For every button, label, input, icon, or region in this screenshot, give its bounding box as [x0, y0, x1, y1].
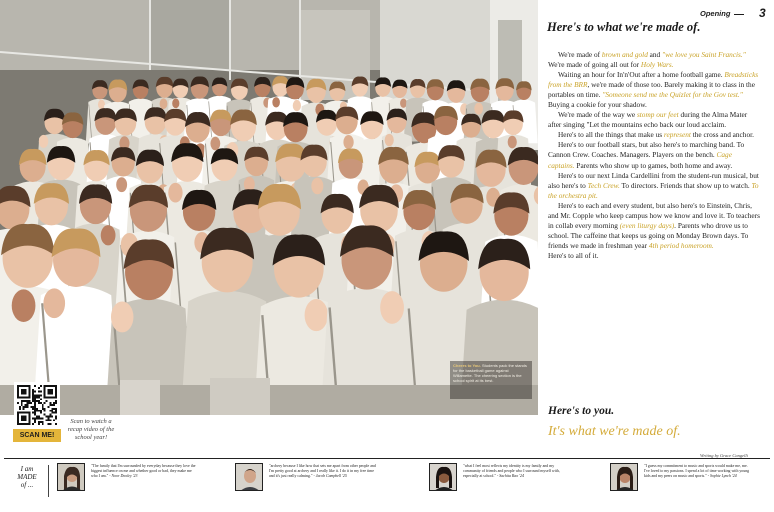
gold-phrase: (even liturgy days)	[619, 220, 675, 230]
qr-module	[34, 421, 36, 423]
qr-module	[38, 402, 40, 404]
qr-module	[21, 400, 23, 402]
qr-module	[32, 408, 34, 410]
caption-text: Students pack the stands for the basketball game against Willamette. The cheering section is the school spirit at its best.	[453, 363, 527, 383]
paragraph	[548, 171, 760, 201]
qr-module	[27, 404, 29, 406]
strip-divider	[4, 458, 770, 459]
gold-phrase: Cage captains.	[548, 150, 732, 170]
quote-author: - Jacob Campbell '25	[313, 474, 347, 478]
gold-phrase: To the orchestra pit.	[548, 180, 759, 200]
crowd-shape	[172, 98, 179, 108]
crowd-shape	[305, 299, 328, 331]
qr-module	[34, 395, 36, 397]
qr-module	[40, 410, 42, 412]
qr-module	[36, 396, 38, 398]
text-run: Here's to our football stars, but also here's to marching band. To Cannon Crew. Coaches. Managers. Players on the bench.	[548, 140, 745, 160]
qr-module	[25, 406, 27, 408]
qr-module	[42, 423, 44, 425]
qr-module	[34, 402, 36, 404]
qr-module	[32, 417, 34, 419]
crowd-shape	[168, 183, 182, 203]
section-header	[700, 9, 748, 18]
qr-module	[55, 412, 57, 414]
paragraph	[548, 251, 760, 261]
qr-module	[47, 406, 49, 408]
qr-module	[47, 389, 53, 395]
gold-phrase: stomp our feet	[636, 110, 679, 120]
gold-phrase: "we love you Saint Francis."	[662, 50, 746, 59]
paragraph	[548, 70, 760, 110]
paragraph	[548, 201, 760, 251]
qr-module	[38, 400, 40, 402]
qr-module	[36, 417, 38, 419]
closing-line-1: Here's to you.	[548, 405, 615, 417]
qr-module	[34, 385, 36, 387]
qr-module	[49, 423, 51, 425]
label-line: MADE	[17, 473, 37, 481]
student-portrait	[57, 463, 85, 491]
qr-module	[47, 415, 49, 417]
text-run: Buying a cookie for your shadow.	[548, 100, 647, 110]
qr-module	[40, 398, 42, 400]
qr-module	[32, 412, 34, 414]
qr-module	[46, 400, 48, 402]
label-separator	[48, 465, 49, 497]
qr-module	[49, 414, 51, 416]
quote-body: "what I feel most reflects my identity is my family and my community of friends and people who I surround myself with, especially at school."	[463, 464, 560, 478]
crowd-shape	[116, 177, 127, 192]
qr-module	[47, 417, 49, 419]
byline: Writing by Grace Cangelli	[700, 453, 748, 458]
qr-module	[53, 412, 55, 414]
crowd-shape	[98, 100, 105, 110]
qr-module	[32, 389, 34, 391]
qr-module	[55, 415, 57, 417]
text-run: during the Alma Mater after singing "Let the mountains echo back our loud acclaim.	[548, 110, 748, 130]
i-am-made-of-label	[12, 465, 42, 489]
body-copy	[548, 50, 760, 261]
qr-module	[38, 395, 40, 397]
qr-module	[38, 410, 40, 412]
qr-module	[51, 410, 53, 412]
qr-module	[46, 419, 48, 421]
paragraph	[548, 130, 760, 140]
qr-module	[38, 387, 40, 389]
section-label: Opening	[700, 9, 731, 18]
qr-module	[34, 414, 36, 416]
paragraph	[548, 50, 760, 70]
text-run: We're made of the way we	[558, 110, 637, 120]
gold-phrase: represent	[663, 130, 691, 140]
text-run: To directors. Friends that show up to watch.	[619, 180, 752, 190]
qr-module	[34, 404, 36, 406]
crowd-shape	[508, 136, 517, 149]
qr-module	[44, 408, 46, 410]
qr-module	[42, 417, 44, 419]
qr-module	[34, 419, 36, 421]
qr-module	[28, 402, 30, 404]
crowd-shape	[293, 100, 301, 111]
qr-module	[32, 398, 34, 400]
qr-module	[19, 408, 21, 410]
text-run: Here's to all the things that make us	[558, 130, 664, 140]
page-title: Here's to what we're made of.	[547, 20, 701, 34]
quote-text	[463, 464, 571, 479]
qr-module	[21, 402, 23, 404]
quote-body: "archery because I like how that sets me apart from other people and I'm pretty good at archery and I really like it. I do it in my free time and it's just really calming."	[269, 464, 376, 478]
qr-module	[49, 402, 51, 404]
qr-module	[32, 400, 34, 402]
caption-lead: Cheers to You.	[453, 363, 481, 368]
text-run: . Parents who drove us to school. The caffeine that keeps us going on Monday Brown days. To friends we made in freshman year	[548, 220, 749, 250]
gold-phrase: Tech Crew.	[587, 180, 620, 190]
quote-text	[269, 464, 377, 479]
qr-code[interactable]	[14, 382, 60, 428]
qr-module	[55, 410, 57, 412]
crowd-shape	[311, 178, 323, 195]
text-run: and	[647, 50, 663, 59]
qr-module	[42, 404, 44, 406]
qr-module	[40, 395, 42, 397]
qr-module	[17, 402, 19, 404]
crowd-shape	[474, 103, 483, 115]
qr-module	[51, 404, 53, 406]
qr-module	[49, 404, 51, 406]
qr-module	[42, 408, 44, 410]
qr-module	[32, 391, 34, 393]
gold-phrase: "Someone send me the Quizlet for the Gov test."	[602, 90, 743, 100]
crowd-shape	[111, 301, 133, 332]
qr-module	[25, 400, 27, 402]
qr-module	[38, 421, 40, 423]
qr-module	[38, 396, 40, 398]
qr-module	[40, 412, 42, 414]
label-line: I am	[20, 465, 34, 473]
crowd-shape	[120, 380, 160, 415]
qr-module	[53, 419, 55, 421]
qr-module	[34, 391, 36, 393]
qr-module	[36, 395, 38, 397]
text-run: Here's to each and every student, but also here's to Einstein, Chris, and Mr. Copple who keep campus how we know and love it. To teachers in collab every morning	[548, 200, 760, 230]
qr-module	[42, 421, 44, 423]
qr-module	[38, 417, 40, 419]
qr-module	[23, 400, 25, 402]
qr-module	[34, 408, 36, 410]
qr-module	[53, 402, 55, 404]
gold-phrase: brown and gold	[601, 50, 648, 59]
header-rule	[734, 14, 744, 15]
qr-module	[27, 400, 29, 402]
qr-module	[23, 408, 25, 410]
quote-body: "I guess my commitment to music and sports would make me, me. I've loved to my passions. I spend a lot of time working with young kids and my peers on music and sports."	[644, 464, 750, 478]
student-portrait	[429, 463, 457, 491]
qr-module	[36, 410, 38, 412]
gold-phrase: Holy Wars.	[640, 60, 674, 70]
qr-module	[21, 389, 27, 395]
qr-module	[34, 398, 36, 400]
qr-module	[51, 412, 53, 414]
qr-module	[28, 400, 30, 402]
qr-module	[49, 415, 51, 417]
text-run: We're made of going all out for	[548, 60, 641, 70]
qr-module	[32, 406, 34, 408]
text-run: We're made of	[558, 50, 602, 59]
crowd-shape	[343, 135, 353, 149]
gold-phrase: 4th period homeroom.	[648, 240, 714, 250]
qr-module	[34, 406, 36, 408]
qr-module	[21, 404, 23, 406]
qr-module	[55, 402, 57, 404]
qr-instruction: Scan to watch a recap video of the school year!	[67, 418, 115, 441]
qr-module	[19, 406, 21, 408]
crowd-shape	[160, 98, 168, 109]
text-run: Here's to all of it.	[548, 250, 599, 260]
qr-module	[36, 415, 38, 417]
qr-module	[34, 417, 36, 419]
qr-module	[40, 417, 42, 419]
qr-module	[53, 408, 55, 410]
text-run: the cross and anchor.	[690, 130, 754, 140]
text-run: Waiting an hour for In'n'Out after a home football game.	[558, 70, 725, 80]
qr-module	[44, 410, 46, 412]
quote-body: "The family that I'm surrounded by everyday because they love the biggest influence on me and whether good or bad, they make me who I am."	[91, 464, 196, 478]
crowd-shape	[380, 291, 404, 324]
qr-module	[44, 414, 46, 416]
crowd-shape	[272, 97, 280, 107]
crowd-shape	[12, 289, 36, 322]
qr-module	[40, 402, 42, 404]
qr-module	[32, 393, 34, 395]
label-line: of ...	[20, 481, 34, 489]
qr-module	[25, 404, 27, 406]
photo-caption	[450, 361, 532, 399]
qr-module	[47, 423, 49, 425]
qr-module	[40, 391, 42, 393]
qr-module	[55, 417, 57, 419]
qr-module	[36, 408, 38, 410]
crowd-shape	[400, 98, 407, 107]
qr-module	[30, 406, 32, 408]
qr-module	[40, 421, 42, 423]
qr-module	[44, 402, 46, 404]
quote-author: - Noor Dooley '23	[109, 474, 138, 478]
crowd-shape	[210, 378, 270, 415]
qr-module	[30, 402, 32, 404]
qr-module	[21, 415, 27, 421]
qr-module	[38, 423, 40, 425]
text-run: Parents who show up to games, both home and away.	[574, 160, 733, 170]
qr-module	[40, 385, 42, 387]
qr-module	[47, 419, 49, 421]
qr-module	[27, 406, 29, 408]
quote-author: - Sophie Lynch '24	[707, 474, 737, 478]
text-run: , we're made of those too. Barely making it to class in the portables on time.	[548, 80, 755, 100]
qr-module	[55, 423, 57, 425]
qr-module	[46, 415, 48, 417]
paragraph	[548, 140, 760, 170]
qr-module	[34, 412, 36, 414]
qr-module	[32, 395, 34, 397]
student-portrait	[610, 463, 638, 491]
crowd-shape	[101, 225, 116, 245]
qr-module	[23, 406, 25, 408]
qr-module	[34, 396, 36, 398]
qr-module	[51, 415, 53, 417]
qr-module	[49, 410, 51, 412]
paragraph	[548, 110, 760, 130]
qr-module	[36, 400, 38, 402]
quote-text	[644, 464, 752, 479]
qr-module	[34, 400, 36, 402]
qr-module	[32, 396, 34, 398]
qr-module	[55, 408, 57, 410]
closing-line-2: It's what we're made of.	[548, 424, 681, 439]
page-number: 3	[759, 6, 766, 20]
qr-module	[51, 408, 53, 410]
qr-module	[38, 415, 40, 417]
text-run: Here's to our next Linda Cardellini from the student-run musical, but also here's to	[548, 170, 759, 190]
qr-module	[34, 410, 36, 412]
qr-module	[49, 419, 51, 421]
crowd-shape	[385, 134, 394, 147]
student-portrait	[235, 463, 263, 491]
crowd-shape	[210, 137, 220, 151]
qr-module	[55, 400, 57, 402]
quote-text	[91, 464, 199, 479]
crowd-shape	[39, 135, 48, 148]
qr-module	[53, 404, 55, 406]
qr-module	[32, 423, 34, 425]
quote-author: - Sachita Rao '24	[497, 474, 524, 478]
gold-phrase: Breadsticks from the BRR	[548, 70, 759, 90]
scan-me-button[interactable]: SCAN ME!	[13, 429, 61, 442]
crowd-shape	[43, 288, 65, 318]
qr-module	[38, 391, 40, 393]
qr-module	[42, 406, 44, 408]
qr-module	[27, 402, 29, 404]
